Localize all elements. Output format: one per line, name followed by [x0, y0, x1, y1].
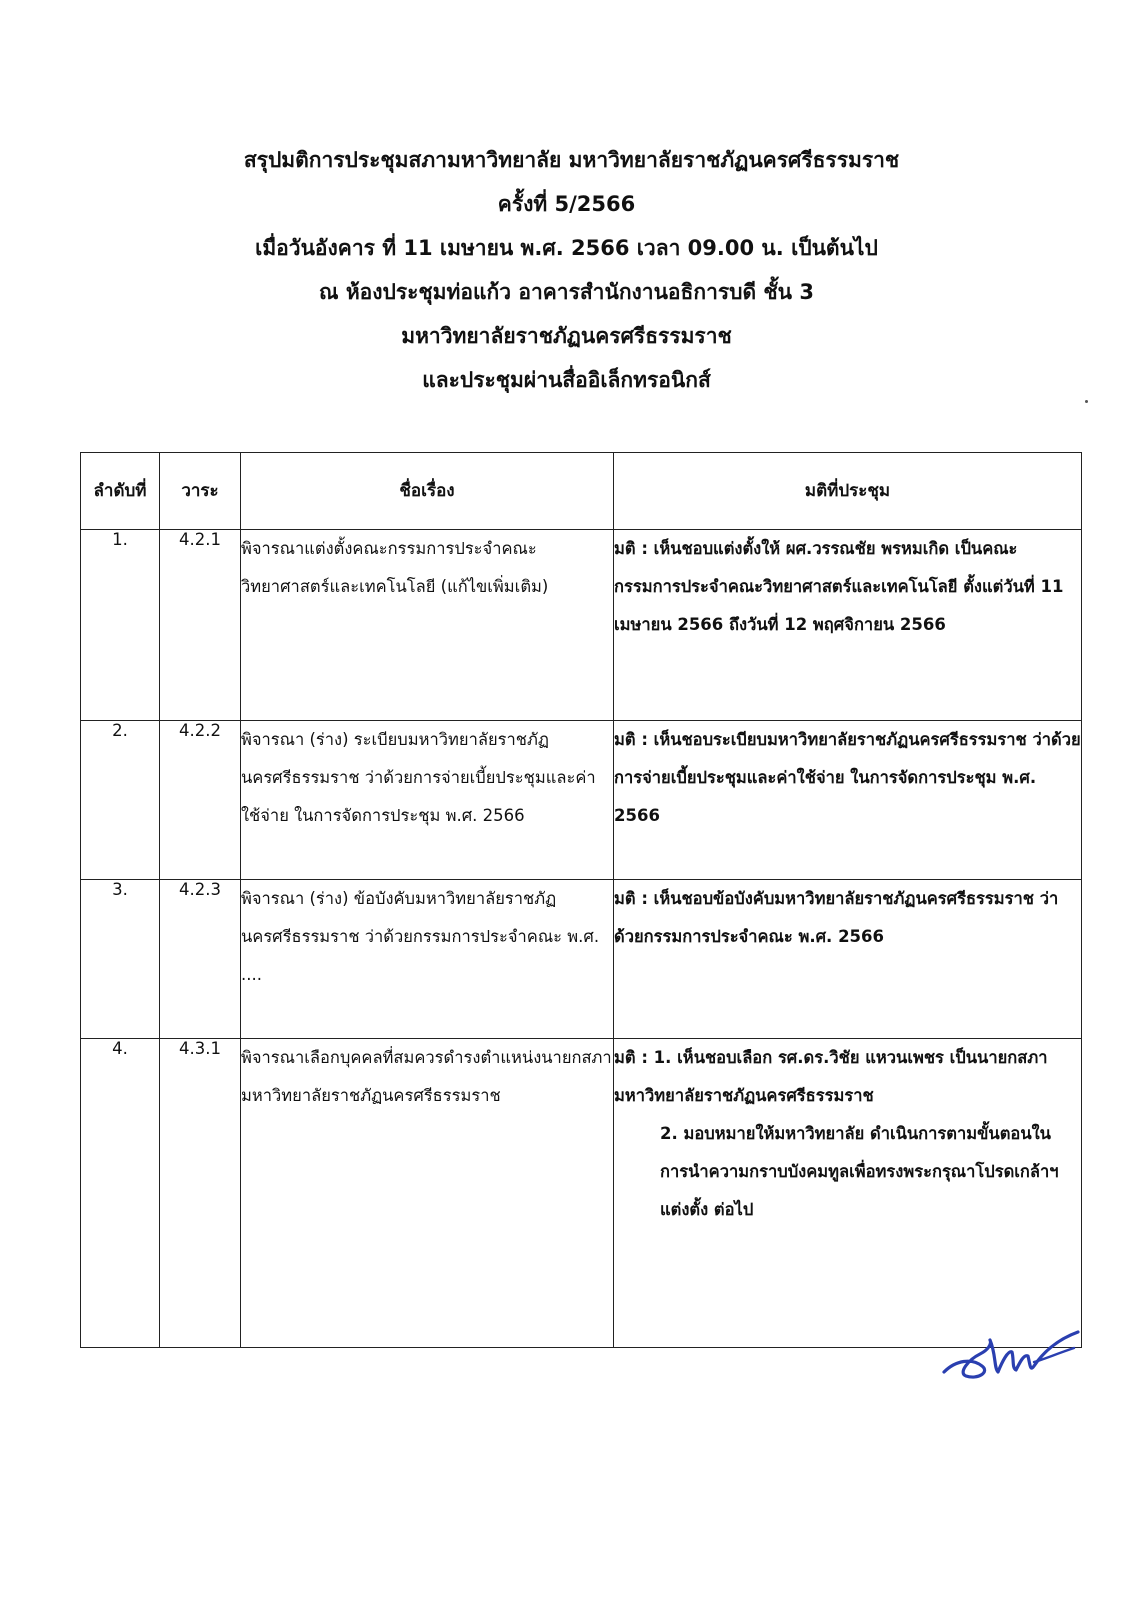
- title-line-3: เมื่อวันอังคาร ที่ 11 เมษายน พ.ศ. 2566 เวลา 09.00 น. เป็นต้นไป: [255, 236, 878, 260]
- row-subject: พิจารณาเลือกบุคคลที่สมควรดำรงตำแหน่งนายกสภามหาวิทยาลัยราชภัฏนครศรีธรรมราช: [241, 1039, 614, 1348]
- table-header-row: [81, 453, 1082, 530]
- row-resolution: มติ : เห็นชอบข้อบังคับมหาวิทยาลัยราชภัฏนครศรีธรรมราช ว่าด้วยกรรมการประจำคณะ พ.ศ. 2566: [614, 880, 1082, 1039]
- title-line-1: สรุปมติการประชุมสภามหาวิทยาลัย มหาวิทยาลัยราชภัฏนครศรีธรรมราช: [243, 148, 900, 172]
- document-header: [0, 138, 1133, 402]
- resolution-part-1: มติ : 1. เห็นชอบเลือก รศ.ดร.วิชัย แหวนเพชร เป็นนายกสภามหาวิทยาลัยราชภัฏนครศรีธรรมราช: [614, 1048, 1048, 1105]
- row-number: 2.: [81, 721, 160, 880]
- row-subject: พิจารณา (ร่าง) ระเบียบมหาวิทยาลัยราชภัฏนครศรีธรรมราช ว่าด้วยการจ่ายเบี้ยประชุมและค่าใช้จ่าย ในการจัดการประชุม พ.ศ. 2566: [241, 721, 614, 880]
- row-subject: พิจารณา (ร่าง) ข้อบังคับมหาวิทยาลัยราชภัฏนครศรีธรรมราช ว่าด้วยกรรมการประจำคณะ พ.ศ. ....: [241, 880, 614, 1039]
- row-resolution: มติ : เห็นชอบระเบียบมหาวิทยาลัยราชภัฏนครศรีธรรมราช ว่าด้วยการจ่ายเบี้ยประชุมและค่าใช้จ่าย ในการจัดการประชุม พ.ศ. 2566: [614, 721, 1082, 880]
- title-line-2: ครั้งที่ 5/2566: [497, 192, 636, 216]
- column-header-agenda: วาระ: [160, 453, 241, 530]
- table-row: [81, 721, 1082, 880]
- title-line-5: มหาวิทยาลัยราชภัฏนครศรีธรรมราช: [401, 324, 732, 348]
- column-header-subject: ชื่อเรื่อง: [241, 453, 614, 530]
- row-agenda: 4.2.3: [160, 880, 241, 1039]
- row-agenda: 4.3.1: [160, 1039, 241, 1348]
- column-header-no: ลำดับที่: [81, 453, 160, 530]
- resolution-part-2: 2. มอบหมายให้มหาวิทยาลัย ดำเนินการตามขั้นตอนในการนำความกราบบังคมทูลเพื่อทรงพระกรุณาโปรดเกล้าฯ แต่งตั้ง ต่อไป: [660, 1124, 1059, 1219]
- row-agenda: 4.2.2: [160, 721, 241, 880]
- row-number: 4.: [81, 1039, 160, 1348]
- row-resolution: มติ : เห็นชอบแต่งตั้งให้ ผศ.วรรณชัย พรหมเกิด เป็นคณะกรรมการประจำคณะวิทยาศาสตร์และเทคโนโลยี ตั้งแต่วันที่ 11 เมษายน 2566 ถึงวันที่ 12 พฤศจิกายน 2566: [614, 530, 1082, 721]
- resolutions-table: [80, 452, 1082, 1348]
- signature-icon: [938, 1310, 1088, 1390]
- row-number: 3.: [81, 880, 160, 1039]
- title-line-4: ณ ห้องประชุมท่อแก้ว อาคารสำนักงานอธิการบดี ชั้น 3: [319, 280, 814, 304]
- row-resolution: [614, 1039, 1082, 1348]
- table-row: [81, 1039, 1082, 1348]
- column-header-resolution: มติที่ประชุม: [614, 453, 1082, 530]
- row-subject: พิจารณาแต่งตั้งคณะกรรมการประจำคณะวิทยาศาสตร์และเทคโนโลยี (แก้ไขเพิ่มเติม): [241, 530, 614, 721]
- table-row: [81, 880, 1082, 1039]
- row-number: 1.: [81, 530, 160, 721]
- scan-speck: [1085, 400, 1088, 403]
- table-row: [81, 530, 1082, 721]
- row-agenda: 4.2.1: [160, 530, 241, 721]
- title-line-6: และประชุมผ่านสื่ออิเล็กทรอนิกส์: [422, 368, 711, 392]
